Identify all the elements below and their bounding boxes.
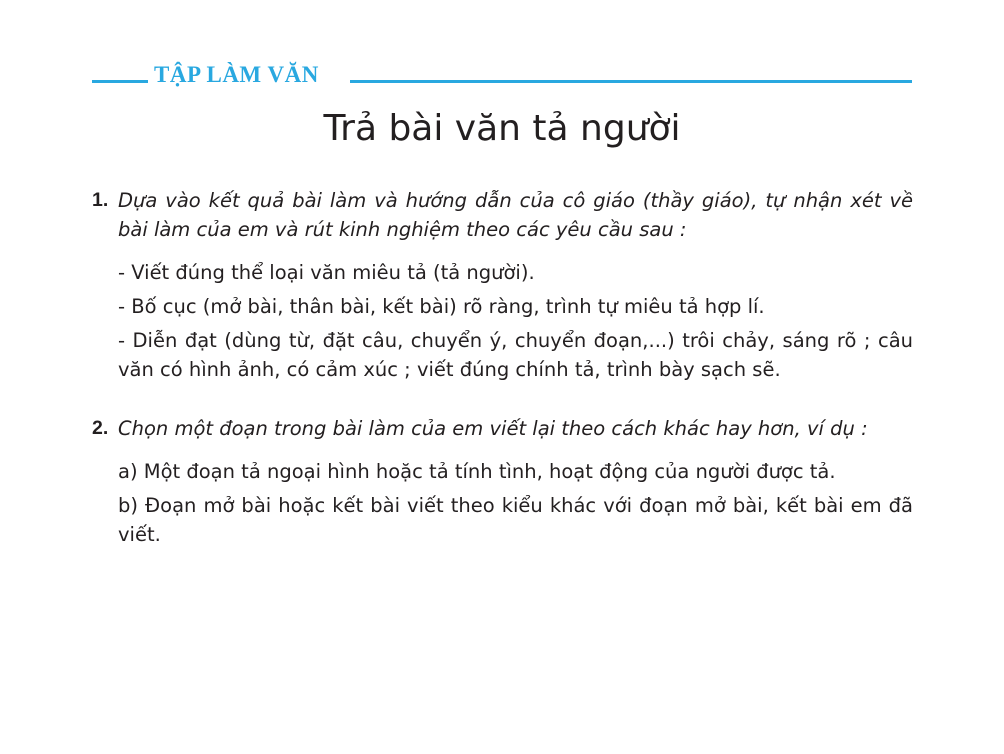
question-1-number: 1.	[92, 189, 109, 211]
question-1	[92, 186, 913, 244]
page-title: Trả bài văn tả người	[323, 108, 681, 149]
question-2	[92, 414, 913, 443]
question-2-prompt: Chọn một đoạn trong bài làm của em viết lại theo cách khác hay hơn, ví dụ :	[118, 417, 868, 440]
question-1-item-2: - Bố cục (mở bài, thân bài, kết bài) rõ ràng, trình tự miêu tả hợp lí.	[118, 295, 765, 318]
question-1-item-3: - Diễn đạt (dùng từ, đặt câu, chuyển ý, chuyển đoạn,...) trôi chảy, sáng rõ ; câu văn có hình ảnh, có cảm xúc ; viết đúng chính tả, trình bày sạch sẽ.	[118, 329, 913, 381]
question-1-prompt: Dựa vào kết quả bài làm và hướng dẫn của cô giáo (thầy giáo), tự nhận xét về bài làm của em và rút kinh nghiệm theo các yêu cầu sau :	[118, 189, 913, 241]
question-2-item-b: b) Đoạn mở bài hoặc kết bài viết theo kiểu khác với đoạn mở bài, kết bài em đã viết.	[118, 494, 913, 546]
header-rule-right	[350, 80, 912, 83]
header-rule-left	[92, 80, 148, 83]
question-1-item-1: - Viết đúng thể loại văn miêu tả (tả người).	[118, 261, 535, 284]
section-header	[92, 62, 912, 90]
question-2-item-a: a) Một đoạn tả ngoại hình hoặc tả tính tình, hoạt động của người được tả.	[118, 460, 836, 483]
question-2-number: 2.	[92, 417, 109, 439]
lesson-content	[92, 186, 913, 549]
section-label: TẬP LÀM VĂN	[154, 62, 319, 87]
